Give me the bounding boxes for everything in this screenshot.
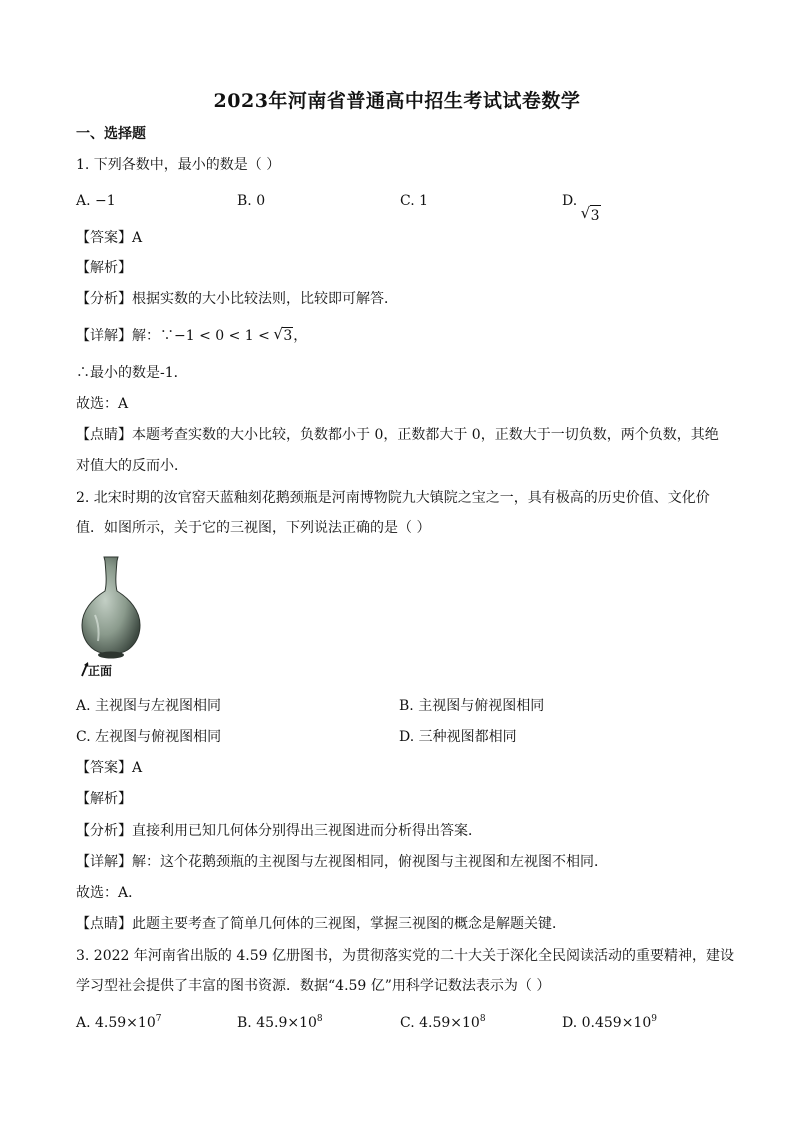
q1-analysis-heading: 【解析】 (76, 260, 132, 276)
q1-detail (76, 326, 307, 346)
q3-stem-2: 学习型社会提供了丰富的图书资源．数据“4.59 亿”用科学记数法表示为（ ） (76, 978, 551, 994)
q2-fenxi: 【分析】直接利用已知几何体分别得出三视图进而分析得出答案． (76, 823, 482, 839)
q3-option-b-exp: 8 (316, 1014, 323, 1024)
q2-answer: 【答案】A (76, 760, 143, 776)
q1-fenxi: 【分析】根据实数的大小比较法则，比较即可解答． (76, 291, 398, 307)
q3-option-a-exp: 7 (155, 1014, 162, 1024)
q1-option-d (562, 191, 600, 224)
sqrt-symbol (274, 326, 293, 346)
q2-option-a: A. 主视图与左视图相同 (76, 698, 222, 714)
figure-label-front: 正面 (88, 664, 113, 678)
q2-option-b: B. 主视图与俯视图相同 (399, 698, 545, 714)
q3-stem-1: 3. 2022 年河南省出版的 4.59 亿册图书，为贯彻落实党的二十大关于深化全民阅读活动的重要精神，建设 (76, 948, 734, 964)
q1-detail-radicand: 3 (283, 328, 293, 344)
q3-option-c (400, 1013, 486, 1033)
q2-choose: 故选：A． (76, 885, 143, 901)
q3-option-c-exp: 8 (479, 1014, 486, 1024)
q3-option-b-base: B. 45.9×10 (237, 1015, 317, 1031)
q1-option-d-radicand: 3 (590, 205, 601, 226)
q1-stem: 1. 下列各数中，最小的数是（ ） (76, 157, 281, 173)
q1-option-c: C. 1 (400, 193, 429, 209)
q2-detail: 【详解】解：这个花鹅颈瓶的主视图与左视图相同，俯视图与主视图和左视图不相同． (76, 854, 608, 870)
q1-comment-2: 对值大的反而小． (76, 458, 188, 474)
q2-option-d: D. 三种视图都相同 (399, 729, 517, 745)
section-heading: 一、选择题 (76, 126, 146, 142)
q3-option-d-exp: 9 (651, 1014, 657, 1024)
q3-option-a-base: A. 4.59×10 (76, 1015, 156, 1031)
q1-choose: 故选：A (76, 396, 129, 412)
q3-option-d-base: D. 0.459×10 (562, 1015, 652, 1031)
q2-comment: 【点睛】此题主要考查了简单几何体的三视图，掌握三视图的概念是解题关键． (76, 916, 566, 932)
vase-image (80, 555, 142, 660)
q2-stem-1: 2. 北宋时期的汝官窑天蓝釉刻花鹅颈瓶是河南博物院九大镇院之宝之一，具有极高的历史价值、文化价 (76, 490, 710, 506)
q1-option-b: B. 0 (237, 193, 266, 209)
q1-answer: 【答案】A (76, 230, 143, 246)
q2-stem-2: 值．如图所示，关于它的三视图，下列说法正确的是（ ） (76, 520, 431, 536)
page-title: 2023年河南省普通高中招生考试试卷数学 (213, 90, 581, 112)
q3-option-a (76, 1013, 161, 1033)
q1-detail-prefix: 【详解】解：∵−1 < 0 < 1 < (76, 328, 275, 344)
q1-option-a: A. −1 (76, 193, 116, 209)
q3-option-d (562, 1013, 657, 1033)
q1-conclusion: ∴最小的数是-1． (76, 365, 188, 381)
q3-option-c-base: C. 4.59×10 (400, 1015, 480, 1031)
q2-option-c: C. 左视图与俯视图相同 (76, 729, 222, 745)
q1-detail-suffix: ， (293, 328, 308, 344)
q1-comment-1: 【点睛】本题考查实数的大小比较，负数都小于 0，正数都大于 0，正数大于一切负数，两个负数，其绝 (76, 427, 719, 443)
q1-option-d-prefix: D. (562, 193, 582, 209)
q2-analysis-heading: 【解析】 (76, 791, 132, 807)
q3-option-b (237, 1013, 323, 1033)
